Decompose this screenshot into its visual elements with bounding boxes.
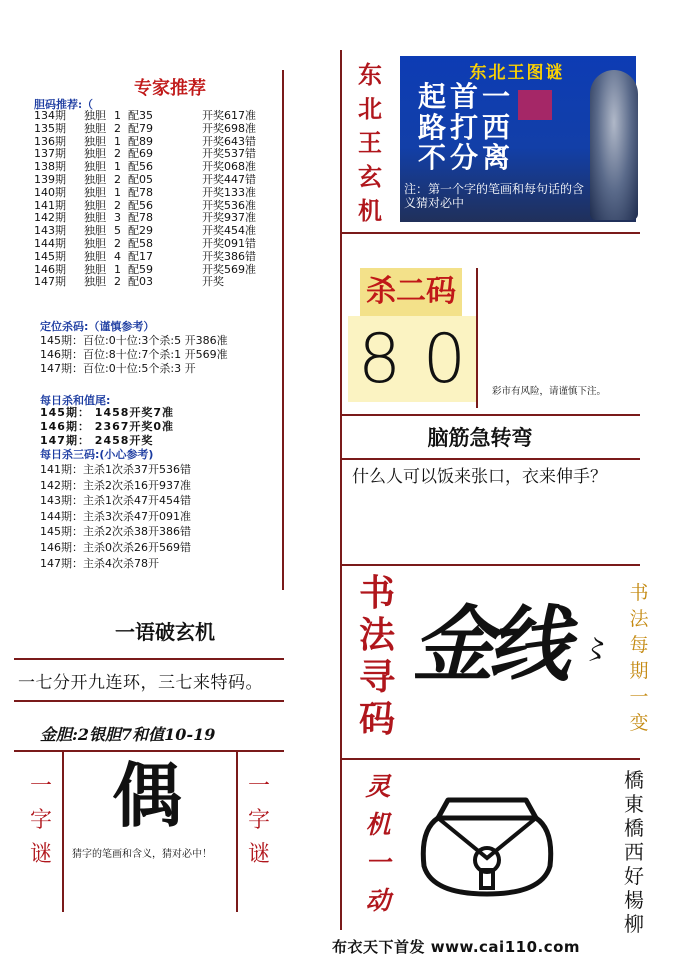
table-cell: 独胆 xyxy=(84,262,106,276)
table-cell: 独胆 xyxy=(84,211,106,225)
sansha-list xyxy=(40,462,191,571)
table-row xyxy=(34,110,282,123)
table-row xyxy=(34,264,282,277)
sha-title: 杀二码 xyxy=(360,268,462,316)
table-cell: 138期 xyxy=(34,160,66,174)
calligraphy-word: 金线 xyxy=(412,597,564,693)
table-cell: 2 xyxy=(114,121,121,135)
table-cell: 140期 xyxy=(34,185,66,199)
naojin-title: 脑筋急转弯 xyxy=(427,425,533,450)
table-cell: 开奖 xyxy=(202,275,224,289)
table-cell: 独胆 xyxy=(84,275,106,289)
meiri-heading: 每日杀和值尾: xyxy=(40,394,111,407)
table-row xyxy=(34,187,282,200)
table-cell: 141期 xyxy=(34,198,66,212)
list-item: 141期：主杀1次杀37开536错 xyxy=(40,463,191,476)
dudan-table xyxy=(34,110,282,289)
list-item: 144期：主杀3次杀47开091准 xyxy=(40,509,191,523)
table-row xyxy=(34,174,282,187)
list-item: 145期： 1458开奖7准 xyxy=(40,406,175,419)
table-cell: 开奖454准 xyxy=(202,224,256,238)
table-row xyxy=(34,238,282,251)
table-cell: 2 xyxy=(114,147,121,161)
table-cell: 2 xyxy=(114,236,121,250)
table-cell: 1 xyxy=(114,160,121,174)
table-cell: 配17 xyxy=(128,249,153,263)
lingji-text: 橋 東 橋 西 好 楊 柳 xyxy=(624,768,644,936)
table-cell: 开奖698准 xyxy=(202,121,256,135)
table-cell: 2 xyxy=(114,172,121,186)
footer-source: 布衣天下首发 www.cai110.com xyxy=(332,938,581,956)
sha-numbers: 8 0 xyxy=(357,320,467,399)
table-cell: 145期 xyxy=(34,249,66,263)
table-cell: 独胆 xyxy=(84,236,106,250)
table-cell: 1 xyxy=(114,185,121,199)
table-cell: 146期 xyxy=(34,262,66,276)
yiyu-text: 一七分开九连环，三七来特码。 xyxy=(18,673,263,693)
table-cell: 136期 xyxy=(34,134,66,148)
table-cell: 147期 xyxy=(34,275,66,289)
table-cell: 独胆 xyxy=(84,185,106,199)
table-cell: 144期 xyxy=(34,236,66,250)
table-cell: 配59 xyxy=(128,262,153,276)
dingwei-list xyxy=(40,334,228,376)
table-cell: 143期 xyxy=(34,224,66,238)
table-cell: 配79 xyxy=(128,121,153,135)
table-cell: 独胆 xyxy=(84,198,106,212)
table-cell: 配56 xyxy=(128,160,153,174)
table-cell: 配58 xyxy=(128,236,153,250)
tumi-line: 路打西 xyxy=(418,111,515,144)
buddha-image xyxy=(590,70,638,220)
table-cell: 142期 xyxy=(34,211,66,225)
table-cell: 开奖643错 xyxy=(202,134,256,148)
list-item: 146期： 2367开奖0准 xyxy=(40,420,175,433)
shufa-side-text: 书 法 每 期 一 变 xyxy=(629,582,649,734)
table-row xyxy=(34,276,282,289)
table-cell: 配56 xyxy=(128,198,153,212)
list-item: 142期：主杀2次杀16开937准 xyxy=(40,478,191,492)
list-item: 143期：主杀1次杀47开454错 xyxy=(40,494,191,508)
table-cell: 1 xyxy=(114,109,121,122)
table-cell: 135期 xyxy=(34,121,66,135)
list-item: 145期：百位:0十位:3个杀:5 开386准 xyxy=(40,334,228,347)
dongbei-vertical-title: 东 北 王 玄 机 xyxy=(358,60,382,225)
table-cell: 独胆 xyxy=(84,224,106,238)
table-cell: 独胆 xyxy=(84,121,106,135)
riddle-character: 偶 xyxy=(112,754,182,837)
table-cell: 1 xyxy=(114,262,121,276)
table-cell: 2 xyxy=(114,198,121,212)
list-item: 147期：百位:0十位:5个杀:3 开 xyxy=(40,362,196,375)
table-cell: 配69 xyxy=(128,147,153,161)
table-cell: 开奖536准 xyxy=(202,198,256,212)
table-cell: 开奖617准 xyxy=(202,109,256,122)
calligraphy-signature: 〻 xyxy=(580,633,609,666)
expert-title: 专家推荐 xyxy=(134,78,206,99)
risk-notice: 彩市有风险，请谨慎下注。 xyxy=(492,386,607,397)
table-cell: 开奖447错 xyxy=(202,172,256,186)
table-cell: 2 xyxy=(114,275,121,289)
lingji-vertical-title: 灵 机 一 动 xyxy=(365,772,391,915)
list-item: 146期：百位:8十位:7个杀:1 开569准 xyxy=(40,348,228,361)
meiri-list xyxy=(40,406,174,448)
table-cell: 配35 xyxy=(128,109,153,122)
table-cell: 独胆 xyxy=(84,109,106,122)
sansha-heading: 每日杀三码:(小心参考) xyxy=(40,448,154,461)
bag-icon xyxy=(418,790,556,900)
naojin-question: 什么人可以饭来张口，衣来伸手？ xyxy=(352,467,607,487)
table-cell: 4 xyxy=(114,249,121,263)
tumi-line: 起首一 xyxy=(418,80,515,113)
table-cell: 134期 xyxy=(34,109,66,122)
table-cell: 开奖569准 xyxy=(202,262,256,276)
table-cell: 开奖091错 xyxy=(202,236,256,250)
table-cell: 配29 xyxy=(128,224,153,238)
yiyu-title: 一语破玄机 xyxy=(115,620,215,644)
tumi-title: 东北王图谜 xyxy=(469,63,565,83)
table-cell: 139期 xyxy=(34,172,66,186)
table-cell: 开奖537错 xyxy=(202,147,256,161)
jindan-text: 金胆:2银胆7和值10-19 xyxy=(40,725,216,744)
table-cell: 配05 xyxy=(128,172,153,186)
table-cell: 独胆 xyxy=(84,172,106,186)
list-item: 147期：主杀4次杀78开 xyxy=(40,556,159,570)
table-cell: 配78 xyxy=(128,211,153,225)
table-cell: 配78 xyxy=(128,185,153,199)
list-item: 147期： 2458开奖 xyxy=(40,434,154,447)
table-cell: 独胆 xyxy=(84,160,106,174)
dingwei-heading: 定位杀码:（谨慎参考） xyxy=(40,320,155,333)
table-cell: 配03 xyxy=(128,275,153,289)
yizimi-label-left: 一 字 谜 xyxy=(29,774,52,867)
riddle-hint: 猜字的笔画和含义，猜对必中！ xyxy=(72,849,212,860)
tumi-note: 注：第一个字的笔画和每句话的含义猜对必中 xyxy=(404,182,585,210)
table-cell: 5 xyxy=(114,224,121,238)
table-cell: 独胆 xyxy=(84,134,106,148)
tumi-line: 不分离 xyxy=(418,141,515,174)
table-cell: 3 xyxy=(114,211,121,225)
list-item: 145期：主杀2次杀38开386错 xyxy=(40,525,191,539)
table-cell: 独胆 xyxy=(84,249,106,263)
table-cell: 开奖133准 xyxy=(202,185,256,199)
shufa-vertical-title: 书 法 寻 码 xyxy=(358,572,395,740)
table-row xyxy=(34,251,282,264)
table-cell: 开奖068准 xyxy=(202,160,256,174)
table-row xyxy=(34,123,282,136)
table-cell: 1 xyxy=(114,134,121,148)
table-cell: 开奖937准 xyxy=(202,211,256,225)
table-cell: 开奖386错 xyxy=(202,249,256,263)
table-cell: 独胆 xyxy=(84,147,106,161)
list-item: 146期：主杀0次杀26开569错 xyxy=(40,540,191,554)
table-cell: 配89 xyxy=(128,134,153,148)
dudan-heading: 胆码推荐:（ xyxy=(34,98,94,111)
yizimi-label-right: 一 字 谜 xyxy=(247,774,270,867)
table-cell: 137期 xyxy=(34,147,66,161)
